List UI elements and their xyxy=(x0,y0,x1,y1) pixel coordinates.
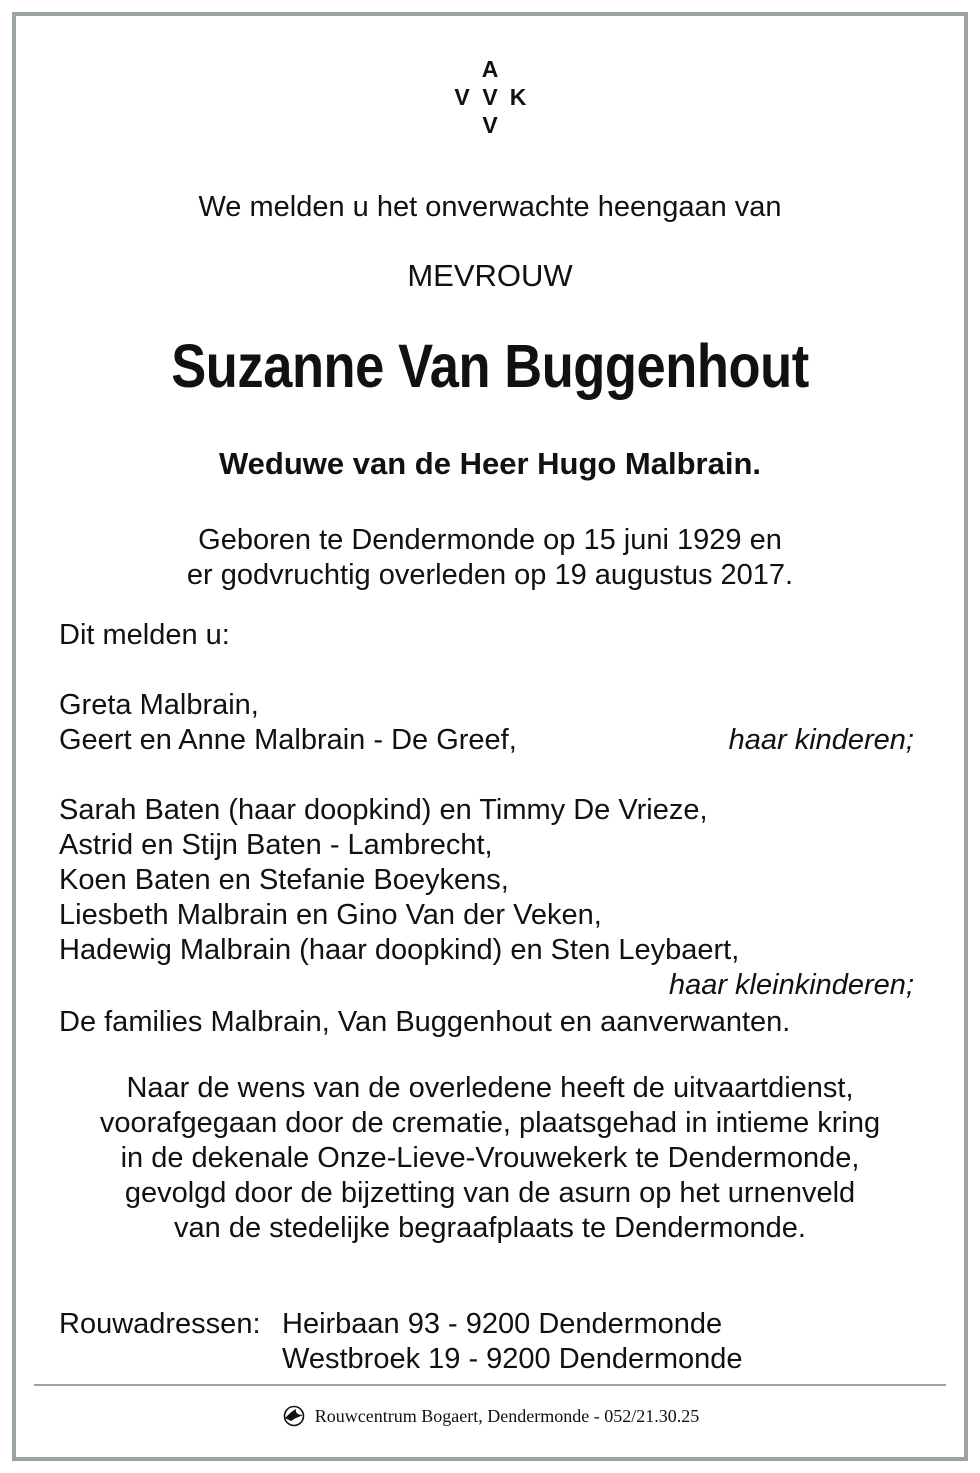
ceremony-line: voorafgegaan door de crematie, plaatsgehad in intieme kring xyxy=(99,1107,881,1139)
widow-of: Weduwe van de Heer Hugo Malbrain. xyxy=(218,446,762,481)
address-line: Westbroek 19 - 9200 Dendermonde xyxy=(282,1343,743,1375)
logo-letter-left: V xyxy=(454,84,470,110)
grandchildren-role: haar kleinkinderen; xyxy=(668,969,914,1001)
address-line: Heirbaan 93 - 9200 Dendermonde xyxy=(282,1308,723,1340)
deceased-name: Suzanne Van Buggenhout xyxy=(171,332,809,400)
death-line: er godvruchtig overleden op 19 augustus 2017. xyxy=(186,559,794,591)
ceremony-line: in de dekenale Onze-Lieve-Vrouwekerk te Dendermonde, xyxy=(120,1142,860,1174)
avvk-logo xyxy=(0,56,980,136)
logo-letter-bottom: V xyxy=(482,112,498,138)
grandchild-name: Astrid en Stijn Baten - Lambrecht, xyxy=(59,829,493,861)
ceremony-line: van de stedelijke begraafplaats te Dendermonde. xyxy=(174,1212,806,1244)
funeral-home-footer xyxy=(0,1405,980,1427)
dove-icon xyxy=(281,1405,307,1427)
child-name: Greta Malbrain, xyxy=(59,689,259,721)
logo-letter-top: A xyxy=(481,56,499,82)
footer-divider xyxy=(34,1384,946,1386)
announce-text: Dit melden u: xyxy=(59,619,230,651)
children-role: haar kinderen; xyxy=(728,724,914,756)
intro-text: We melden u het onverwachte heengaan van xyxy=(198,191,782,223)
footer-text: Rouwcentrum Bogaert, Dendermonde - 052/21.30.25 xyxy=(314,1406,700,1426)
grandchild-name: Liesbeth Malbrain en Gino Van der Veken, xyxy=(59,899,602,931)
birth-line: Geboren te Dendermonde op 15 juni 1929 en xyxy=(198,524,782,556)
grandchild-name: Koen Baten en Stefanie Boeykens, xyxy=(59,864,509,896)
families-line: De families Malbrain, Van Buggenhout en aanverwanten. xyxy=(59,1006,791,1038)
grandchild-name: Hadewig Malbrain (haar doopkind) en Sten Leybaert, xyxy=(59,934,740,966)
ceremony-line: gevolgd door de bijzetting van de asurn op het urnenveld xyxy=(124,1177,856,1209)
addresses-label: Rouwadressen: xyxy=(59,1308,261,1340)
honorific: MEVROUW xyxy=(407,258,573,293)
ceremony-line: Naar de wens van de overledene heeft de uitvaartdienst, xyxy=(126,1072,854,1104)
child-name: Geert en Anne Malbrain - De Greef, xyxy=(59,724,517,756)
grandchild-name: Sarah Baten (haar doopkind) en Timmy De Vrieze, xyxy=(59,794,708,826)
logo-letter-center: V xyxy=(482,84,498,110)
logo-letter-right: K xyxy=(509,84,527,110)
